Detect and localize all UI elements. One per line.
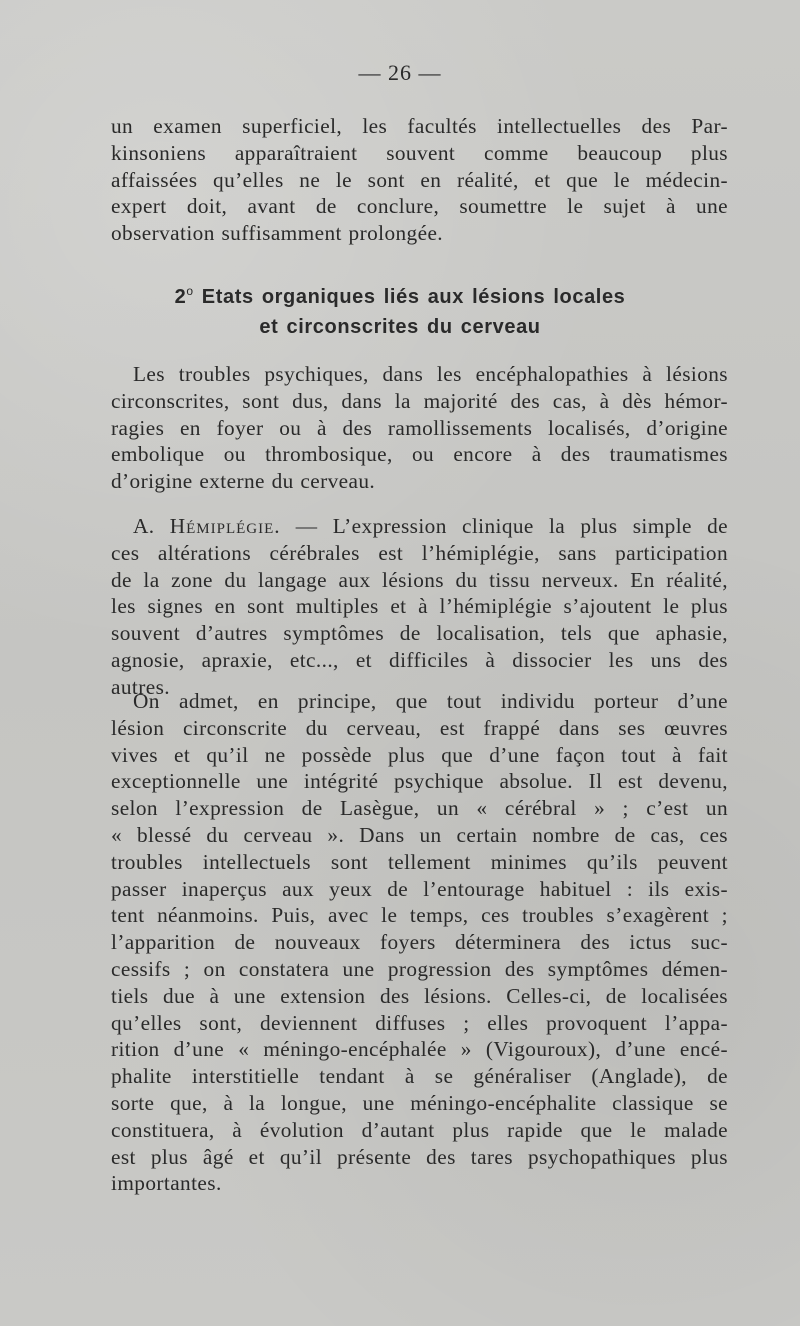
text-line: qu’elles sont, deviennent diffuses ; elles provoquent l’appa- [111,1010,728,1035]
text-line: les signes en sont multiples et à l’hémiplégie s’ajoutent le plus [111,594,728,619]
section-heading-text: Etats organiques liés aux lésions locales [201,286,626,308]
subsection-label-prefix: A. [133,514,170,538]
paragraph-continuation [111,113,728,247]
subsection-label: Hémiplégie. [169,514,281,538]
text-line: rition d’une « méningo-encéphalée » (Vigouroux), d’une encé- [111,1037,728,1062]
text-line: Les troubles psychiques, dans les encéphalopathies à lésions [133,362,728,386]
text-line: affaissées qu’elles ne le sont en réalité, et que le médecin- [111,167,728,192]
text-line: circonscrites, sont dus, dans la majorité des cas, à dès hémor- [111,388,728,413]
text-line: kinsoniens apparaîtraient souvent comme beaucoup plus [111,140,728,165]
text-line: tent néanmoins. Puis, avec le temps, ces troubles s’exagèrent ; [111,903,728,928]
text-line: sorte que, à la longue, une méningo-encéphalite classique se [111,1090,728,1115]
text-line: selon l’expression de Lasègue, un « cérébral » ; c’est un [111,796,728,821]
text-line: importantes. [111,1171,222,1196]
text-line: phalite interstitielle tendant à se généraliser (Anglade), de [111,1064,728,1089]
section-heading-line1 [0,284,800,309]
text-line: agnosie, apraxie, etc..., et difficiles à dissocier les uns des [111,647,728,672]
text-line: cessifs ; on constatera une progression des symptômes démen- [111,956,728,981]
page-number: — 26 — [358,60,442,85]
text-line: ragies en foyer ou à des ramollissements localisés, d’origine [111,415,728,440]
text-line: l’apparition de nouveaux foyers déterminera des ictus suc- [111,930,728,955]
text-line: exceptionnelle une intégrité psychique absolue. Il est devenu, [111,769,728,794]
text-line: est plus âgé et qu’il présente des tares psychopathiques plus [111,1144,728,1169]
text-line: souvent d’autres symptômes de localisation, tels que aphasie, [111,621,728,646]
text-line: passer inaperçus aux yeux de l’entourage habituel : ils exis- [111,876,728,901]
text-line: embolique ou thrombosique, ou encore à des traumatismes [111,442,728,467]
text-line: tiels due à une extension des lésions. Celles-ci, de localisées [111,983,728,1008]
text-line: d’origine externe du cerveau. [111,469,376,494]
text-line: On admet, en principe, que tout individu porteur d’une [133,689,728,713]
text-line: de la zone du langage aux lésions du tissu nerveux. En réalité, [111,567,728,592]
section-number: 2 [174,286,187,308]
subsection-first-line: — L’expression clinique la plus simple de [280,514,728,538]
text-line: un examen superficiel, les facultés intellectuelles des Par- [111,114,728,138]
text-line: autres. [111,674,170,699]
text-line: troubles intellectuels sont tellement minimes qu’ils peuvent [111,849,728,874]
text-line: expert doit, avant de conclure, soumettre le sujet à une [111,194,728,219]
text-line: constituera, à évolution d’autant plus rapide que le malade [111,1117,728,1142]
text-line: observation suffisamment prolongée. [111,221,444,246]
text-line: ces altérations cérébrales est l’hémiplégie, sans participation [111,540,728,565]
paragraph-troubles-psychiques [111,361,728,495]
text-line: vives et qu’il ne possède plus que d’une façon tout à fait [111,742,728,767]
section-heading-line2: et circonscrites du cerveau [259,316,541,338]
paragraph-on-admet [111,688,728,1197]
section-number-superscript: o [186,284,194,298]
text-line [111,513,728,540]
paragraph-hemiplegie [111,513,728,701]
text-line: lésion circonscrite du cerveau, est frappé dans ses œuvres [111,715,728,740]
text-line: « blessé du cerveau ». Dans un certain nombre de cas, ces [111,822,728,847]
